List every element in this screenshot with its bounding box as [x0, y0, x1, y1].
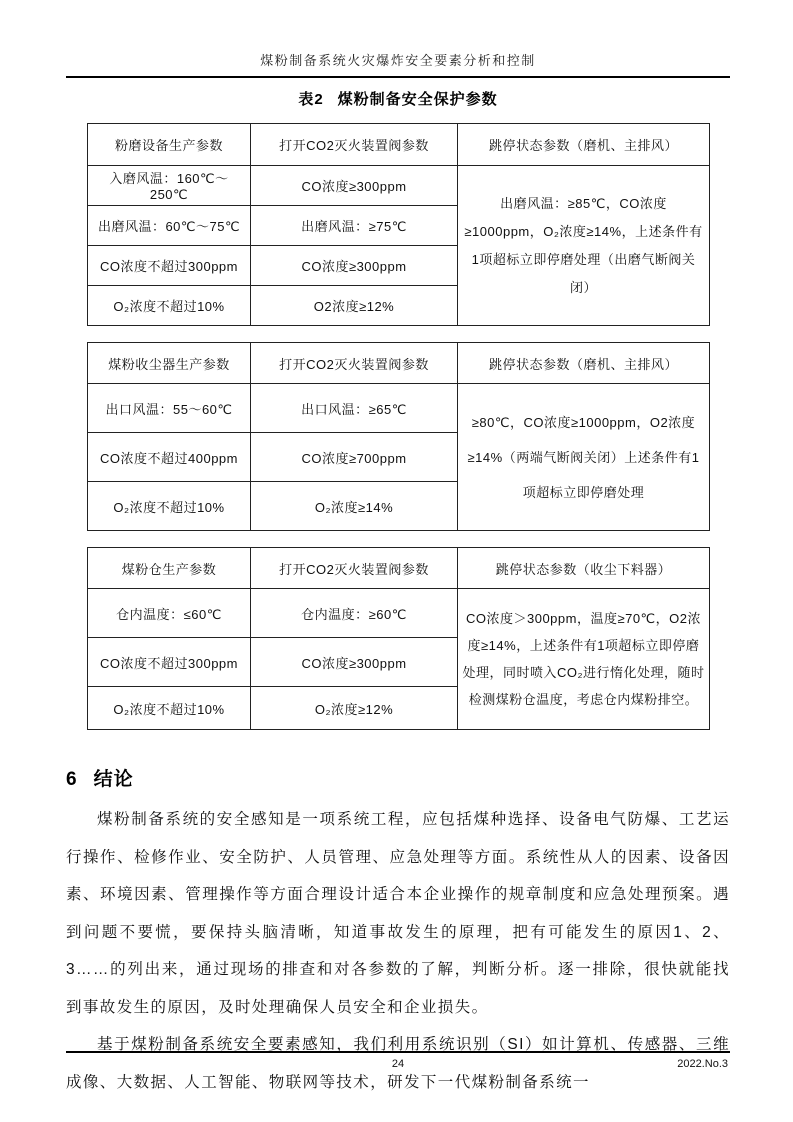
page-footer	[66, 1051, 730, 1083]
table-header-row	[88, 124, 710, 166]
table-cell: 仓内温度：≤60℃	[88, 589, 251, 638]
table-cell: O₂浓度≥14%	[251, 482, 458, 531]
safety-table-coal-bin	[87, 547, 710, 730]
table-header-cell: 打开CO2灭火装置阀参数	[251, 124, 458, 166]
table-cell: CO浓度≥300ppm	[251, 166, 458, 206]
table-row	[88, 384, 710, 433]
body-paragraph: 基于煤粉制备系统安全要素感知，我们利用系统识别（SI）如计算机、传感器、三维成像、大数据、人工智能、物联网等技术，研发下一代煤粉制备系统一	[66, 1036, 730, 1091]
table-cell: O2浓度≥12%	[251, 286, 458, 326]
table-cell: 入磨风温：160℃～250℃	[88, 166, 251, 206]
table-header-cell: 跳停状态参数（磨机、主排风）	[458, 124, 710, 166]
table-caption	[66, 88, 730, 109]
table-caption-label: 表2	[298, 91, 324, 108]
table-merged-cell: ≥80℃，CO浓度≥1000ppm，O2浓度≥14%（两端气断阀关闭）上述条件有1项超标立即停磨处理	[458, 384, 710, 531]
table-row	[88, 589, 710, 638]
table-merged-cell: 出磨风温：≥85℃，CO浓度≥1000ppm，O₂浓度≥14%，上述条件有1项超标立即停磨处理（出磨气断阀关闭）	[458, 166, 710, 326]
table-header-cell: 跳停状态参数（收尘下料器）	[458, 548, 710, 589]
table-header-cell: 粉磨设备生产参数	[88, 124, 251, 166]
table-cell: CO浓度不超过400ppm	[88, 433, 251, 482]
journal-issue: 2022.No.3	[677, 1058, 728, 1070]
table-header-cell: 打开CO2灭火装置阀参数	[251, 548, 458, 589]
section-heading	[66, 764, 730, 791]
safety-table-mill	[87, 123, 710, 326]
table-header-row	[88, 343, 710, 384]
table-cell: 仓内温度：≥60℃	[251, 589, 458, 638]
table-header-row	[88, 548, 710, 589]
safety-table-dust-collector	[87, 342, 710, 531]
table-row	[88, 166, 710, 206]
section-number: 6	[66, 769, 78, 790]
table-merged-cell: CO浓度＞300ppm，温度≥70℃，O2浓度≥14%，上述条件有1项超标立即停磨处理，同时喷入CO₂进行惰化处理，随时检测煤粉仓温度，考虑仓内煤粉排空。	[458, 589, 710, 730]
table-cell: CO浓度不超过300ppm	[88, 246, 251, 286]
running-header: 煤粉制备系统火灾爆炸安全要素分析和控制	[260, 53, 536, 68]
table-cell: 出口风温：55～60℃	[88, 384, 251, 433]
table-header-cell: 煤粉收尘器生产参数	[88, 343, 251, 384]
table-cell: CO浓度≥300ppm	[251, 246, 458, 286]
table-cell: O₂浓度不超过10%	[88, 687, 251, 730]
table-cell: O₂浓度≥12%	[251, 687, 458, 730]
table-cell: CO浓度≥300ppm	[251, 638, 458, 687]
body-paragraph: 煤粉制备系统的安全感知是一项系统工程，应包括煤种选择、设备电气防爆、工艺运行操作、检修作业、安全防护、人员管理、应急处理等方面。系统性从人的因素、设备因素、环境因素、管理操作等方面合理设计适合本企业操作的规章制度和应急处理预案。遇到问题不要慌，要保持头脑清晰，知道事故发生的原理，把有可能发生的原因1、2、3……的列出来，通过现场的排查和对各参数的了解，判断分析。逐一排除，很快就能找到事故发生的原因，及时处理确保人员安全和企业损失。	[66, 811, 730, 1016]
table-cell: 出口风温：≥65℃	[251, 384, 458, 433]
table-cell: O₂浓度不超过10%	[88, 482, 251, 531]
table-cell: CO浓度≥700ppm	[251, 433, 458, 482]
header-rule	[66, 76, 730, 78]
table-cell: 出磨风温：60℃～75℃	[88, 206, 251, 246]
page-number: 24	[391, 1058, 405, 1070]
table-header-cell: 打开CO2灭火装置阀参数	[251, 343, 458, 384]
table-cell: O₂浓度不超过10%	[88, 286, 251, 326]
table-header-cell: 跳停状态参数（磨机、主排风）	[458, 343, 710, 384]
table-cell: 出磨风温：≥75℃	[251, 206, 458, 246]
table-caption-title: 煤粉制备安全保护参数	[337, 91, 498, 108]
section-title: 结论	[93, 769, 134, 790]
table-header-cell: 煤粉仓生产参数	[88, 548, 251, 589]
table-cell: CO浓度不超过300ppm	[88, 638, 251, 687]
